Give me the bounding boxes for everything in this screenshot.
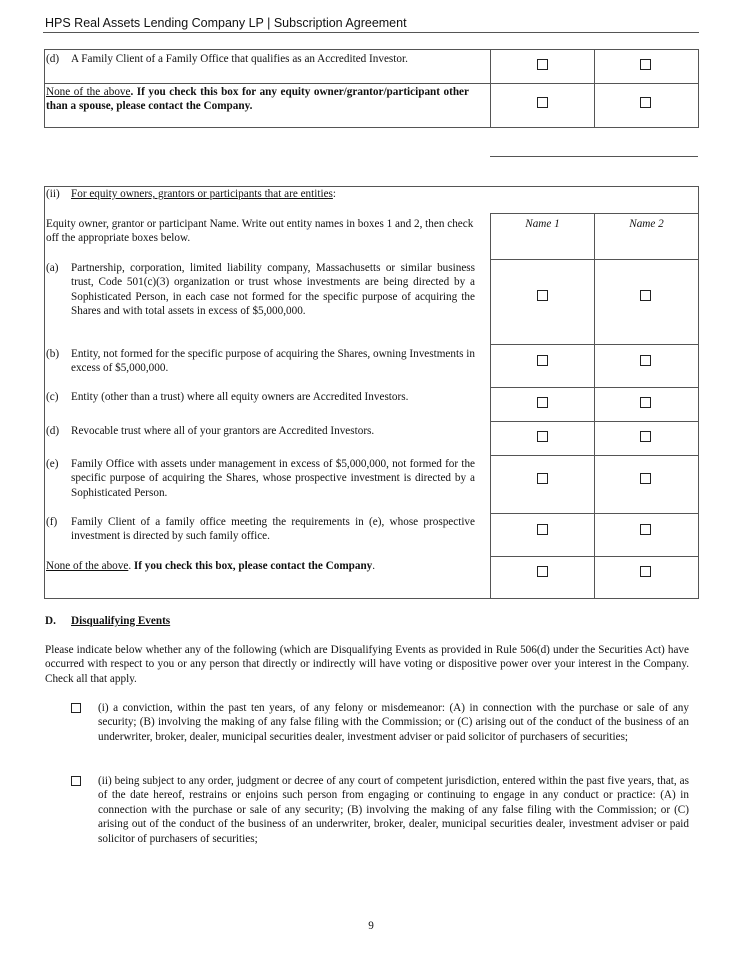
row-text: Entity (other than a trust) where all equity owners are Accredited Investors. [71,391,409,403]
row-label: (b) [46,348,60,360]
checkbox-name1-f[interactable] [537,524,548,535]
checkbox-name1-c[interactable] [537,397,548,408]
section-intro: Please indicate below whether any of the following (which are Disqualifying Events as provided in Rule 506(d) under the Securities Act) have occurred with respect to you or any person that directly or indirectly will have voting or dispositive power over your interest in the Company. Check all that apply. [45,644,689,685]
checkbox-name2-b[interactable] [640,355,651,366]
checkbox-disqualifying-ii[interactable] [71,776,81,786]
checkbox-name2-e[interactable] [640,473,651,484]
row-text: Family Office with assets under management in excess of $5,000,000, not formed for the specific purpose of acquiring the Shares, whose prospective investment is directed by a Sophisticated Person. [71,458,475,499]
header-rule [43,32,699,33]
document-header: HPS Real Assets Lending Company LP | Subscription Agreement [45,16,407,30]
section-letter: D. [45,615,56,627]
row-label: (e) [46,458,59,470]
instructions-text: Equity owner, grantor or participant Name. Write out entity names in boxes 1 and 2, then check off the appropriate boxes below. [46,218,474,245]
row-text: Family Client of a family office meeting the requirements in (e), whose prospective investment is directed by such family office. [71,516,475,543]
checkbox-name1-none-entity[interactable] [537,566,548,577]
checkbox-name2-d2[interactable] [640,431,651,442]
row-text: Revocable trust where all of your grantors are Accredited Investors. [71,425,375,437]
list-item-text: (ii) being subject to any order, judgment or decree of any court of competent jurisdiction, entered within the past five years, that, as of the date hereof, restrains or enjoins such person from engaging or continuing to engage in any conduct or practice: (A) in connection with the purchase or sale of any security; (B) involving the making of any false filing with the Commission; or (C) arising out of the conduct of the business of an underwriter, broker, dealer, municipal securities dealer, investment adviser or paid solicitor of purchasers of securities; [98,775,689,845]
checkbox-name2-c[interactable] [640,397,651,408]
checkbox-name1-d[interactable] [537,59,548,70]
row-text: A Family Client of a Family Office that qualifies as an Accredited Investor. [71,53,408,65]
checkbox-name2-none-entity[interactable] [640,566,651,577]
section-title: Disqualifying Events [71,615,171,627]
row-label: (d) [46,53,60,65]
checkbox-name1-none[interactable] [537,97,548,108]
row-label: (a) [46,262,59,274]
checkbox-name2-f[interactable] [640,524,651,535]
row-label: (d) [46,425,60,437]
checkbox-name1-a[interactable] [537,290,548,301]
none-instruction: If you check this box, please contact the Company [133,560,373,572]
checkbox-disqualifying-i[interactable] [71,703,81,713]
row-text: Entity, not formed for the specific purpose of acquiring the Shares, owning Investments in excess of $5,000,000. [71,348,475,375]
checkbox-name1-d2[interactable] [537,431,548,442]
none-instruction: . If you check this box for any equity owner/grantor/participant other than a spouse, please contact the Company. [46,86,469,113]
checkbox-name2-d[interactable] [640,59,651,70]
checkbox-name2-a[interactable] [640,290,651,301]
checkbox-name1-e[interactable] [537,473,548,484]
row-label: (f) [46,516,58,528]
section-ii-heading: For equity owners, grantors or participants that are entities: [71,188,337,200]
section-ii-label: (ii) [46,188,60,200]
row-text: Partnership, corporation, limited liability company, Massachusetts or similar business trust, Code 501(c)(3) organization or trust whose investments are being directed by a Sophisticated Person, in each case not formed for the specific purpose of acquiring the Shares and with total assets in excess of $5,000,000. [71,262,475,318]
checkbox-name1-b[interactable] [537,355,548,366]
column-header-name2: Name 2 [629,218,664,230]
row-label: (c) [46,391,59,403]
checkbox-name2-none[interactable] [640,97,651,108]
page-number: 9 [368,920,374,932]
list-item-text: (i) a conviction, within the past ten years, of any felony or misdemeanor: (A) in connection with the purchase or sale of any security; (B) involving the making of any false filing with the Commission; or (C) arising out of the conduct of the business of an underwriter, broker, dealer, municipal securities dealer, investment adviser or paid solicitor of purchasers of securities; [98,702,689,743]
none-of-above-label: None of the above [46,560,129,572]
column-header-name1: Name 1 [525,218,560,230]
separator-line [490,156,698,157]
none-of-above-label: None of the above [46,86,131,98]
